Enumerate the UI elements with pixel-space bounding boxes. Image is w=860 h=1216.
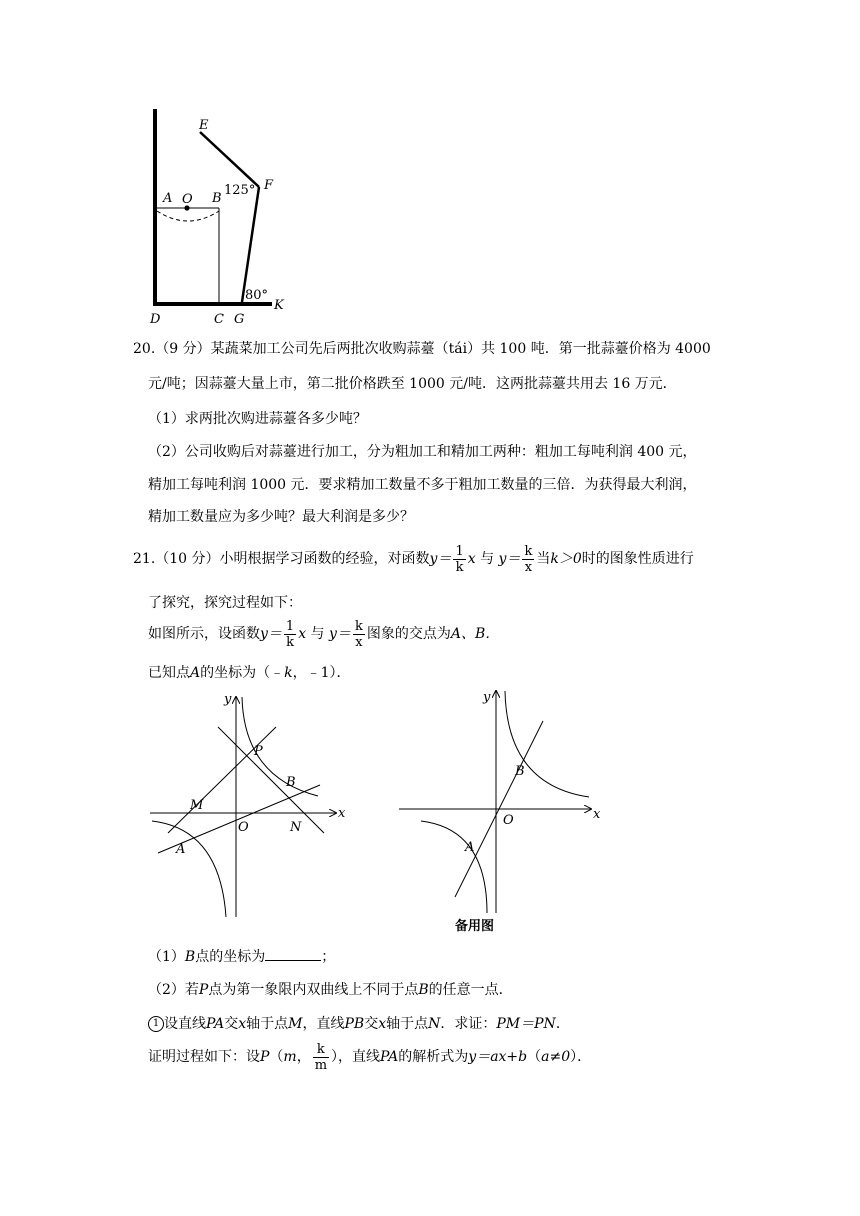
q20-stem-1: 某蔬菜加工公司先后两批次收购蒜薹（tái）共 100 吨．第一批蒜薹价格为 4000 bbox=[210, 341, 711, 357]
label-p: P bbox=[254, 744, 263, 759]
q21-score: （10 分） bbox=[155, 551, 220, 567]
circled-number: 1 bbox=[148, 1016, 164, 1032]
q21-fn1-x: x bbox=[467, 551, 476, 567]
label-b: B bbox=[515, 764, 525, 779]
figure-q21-spare bbox=[395, 685, 610, 935]
q21-stem-line-1 bbox=[133, 542, 694, 576]
q20-sub-2-a: （2）公司收购后对蒜薹进行加工，分为粗加工和精加工两种：粗加工每吨利润 400 元， bbox=[148, 444, 697, 460]
label-e: E bbox=[199, 118, 209, 133]
q21-line-4: 已知点A的坐标为（﹣k，﹣1）． bbox=[148, 665, 351, 681]
q21-proof-frac: $\frac{k}{m}$ bbox=[314, 1041, 328, 1073]
label-y: y bbox=[483, 690, 491, 705]
arc-dashed bbox=[157, 211, 219, 221]
q20-sub-2-b: 精加工每吨利润 1000 元．要求精加工数量不多于粗加工数量的三倍．为获得最大利润， bbox=[148, 477, 697, 493]
label-b: B bbox=[286, 775, 296, 790]
label-a: A bbox=[176, 842, 186, 857]
label-x: x bbox=[593, 807, 601, 822]
angle-g-label: 80° bbox=[245, 288, 269, 303]
q21-text-1: 小明根据学习函数的经验，对函数 bbox=[219, 551, 430, 567]
q21-and: 与 bbox=[475, 551, 499, 567]
q20-stem-line-1 bbox=[133, 339, 711, 359]
label-d: D bbox=[150, 312, 161, 327]
q20-score: （9 分） bbox=[155, 341, 211, 357]
figure-q21-main bbox=[148, 685, 358, 925]
label-a: A bbox=[163, 191, 173, 206]
q21-line-3: 如图所示，设函数y＝ $\frac{1}{k}$ x 与 y＝ $\frac{k}{x}$ 图象的交点为A、B． bbox=[148, 618, 500, 650]
q21-number: 21. bbox=[133, 551, 156, 567]
line-pb bbox=[218, 727, 324, 833]
label-m: M bbox=[190, 798, 204, 813]
label-o: O bbox=[503, 813, 514, 828]
q21-l3-frac2: $\frac{k}{x}$ bbox=[354, 618, 363, 650]
q21-fn2-y: y＝ bbox=[498, 551, 521, 567]
q21-cond: k＞0 bbox=[550, 551, 582, 567]
q21-proof: 证明过程如下：设P（m， $\frac{k}{m}$ ），直线PA的解析式为y＝ax+b（a≠0）． bbox=[148, 1041, 592, 1073]
segment-fg bbox=[242, 187, 259, 302]
q20-sub-1: （1）求两批次购进蒜薹各多少吨？ bbox=[148, 411, 367, 427]
label-f: F bbox=[264, 178, 274, 193]
q20-number: 20. bbox=[133, 341, 156, 357]
q21-fn1-frac: $\frac{1}{k}$ bbox=[455, 543, 464, 575]
figure-q19 bbox=[130, 105, 300, 330]
q21-fn2-frac: $\frac{k}{x}$ bbox=[524, 543, 533, 575]
hyperbola-branch-2 bbox=[152, 821, 226, 917]
q21-l3-frac1: $\frac{1}{k}$ bbox=[285, 618, 295, 650]
hyperbola-branch-2 bbox=[421, 821, 487, 913]
label-b: B bbox=[212, 191, 222, 206]
hyperbola-branch-1 bbox=[505, 691, 589, 797]
q20-stem-line-2: 元/吨；因蒜薹大量上市，第二批价格跌至 1000 元/吨．这两批蒜薹共用去 16 万元． bbox=[148, 376, 677, 392]
angle-f-label: 125° bbox=[224, 183, 256, 198]
line-pa bbox=[168, 727, 276, 833]
label-o: O bbox=[238, 820, 249, 835]
label-a: A bbox=[465, 840, 475, 855]
q21-fn1-y: y＝ bbox=[429, 551, 452, 567]
segment-ef bbox=[200, 132, 259, 187]
label-x: x bbox=[338, 806, 346, 821]
q21-line-2: 了探究，探究过程如下： bbox=[148, 595, 302, 611]
q21-when: 当 bbox=[536, 551, 551, 567]
q20-sub-2-c: 精加工数量应为多少吨？最大利润是多少？ bbox=[148, 509, 414, 525]
label-y: y bbox=[224, 692, 232, 707]
label-c: C bbox=[214, 312, 224, 327]
label-k: K bbox=[274, 298, 284, 313]
answer-blank[interactable] bbox=[265, 946, 321, 961]
q21-sub-2-part-1: 1 设直线PA交x轴于点M，直线PB交x轴于点N．求证：PM＝PN． bbox=[148, 1014, 570, 1034]
q21-sub-2: （2）若P点为第一象限内双曲线上不同于点B的任意一点． bbox=[148, 982, 513, 998]
q21-sub-1: （1）B点的坐标为 ； bbox=[148, 946, 335, 967]
label-g: G bbox=[234, 312, 245, 327]
q21-text-2: 时的图象性质进行 bbox=[581, 551, 694, 567]
label-n: N bbox=[290, 820, 302, 835]
label-o: O bbox=[182, 192, 193, 207]
spare-caption: 备用图 bbox=[455, 919, 495, 934]
